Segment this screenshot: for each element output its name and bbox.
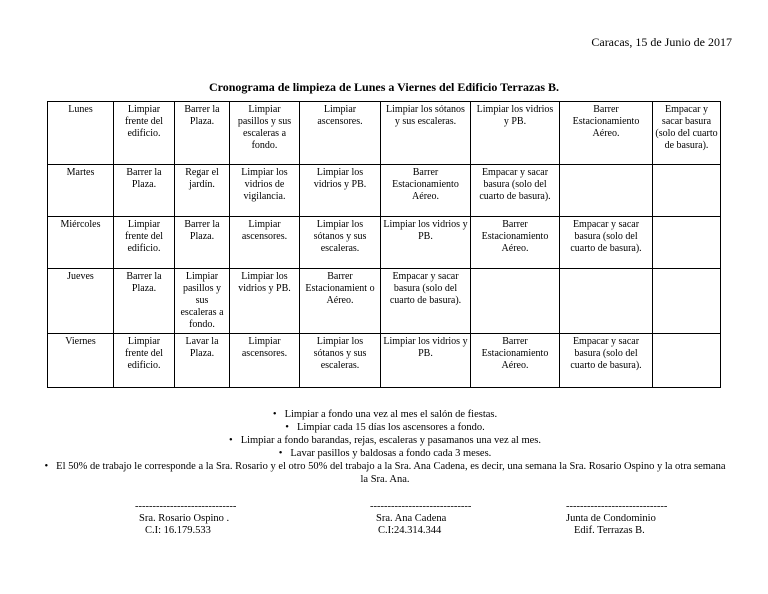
- task-cell: Limpiar los vidrios de vigilancia.: [230, 165, 300, 217]
- note-item: • El 50% de trabajo le corresponde a la Sra. Rosario y el otro 50% del trabajo a la Sra. Ana Cadena, es decir, una semana la Sra. Rosario Ospino y la otra semana la Sra. Ana.: [40, 460, 730, 486]
- signature-block-ana: [370, 501, 570, 537]
- day-cell: Jueves: [48, 269, 114, 334]
- task-cell: [471, 269, 560, 334]
- task-cell: Limpiar los vidrios y PB.: [300, 165, 381, 217]
- task-cell: [653, 217, 721, 269]
- task-cell: Barrer la Plaza.: [114, 165, 175, 217]
- note-item: • Limpiar cada 15 días los ascensores a fondo.: [40, 421, 730, 434]
- task-cell: Limpiar pasillos y sus escaleras a fondo.: [175, 269, 230, 334]
- task-cell: [653, 165, 721, 217]
- task-cell: Barrer Estacionamiento Aéreo.: [381, 165, 471, 217]
- task-cell: Barrer Estacionamiento Aéreo.: [471, 334, 560, 388]
- schedule-row-jueves: [48, 269, 721, 334]
- task-cell: Limpiar ascensores.: [300, 102, 381, 165]
- task-cell: Empacar y sacar basura (solo del cuarto de basura).: [471, 165, 560, 217]
- signature-name: Junta de Condominio: [566, 513, 656, 524]
- task-cell: Limpiar ascensores.: [230, 334, 300, 388]
- schedule-row-lunes: [48, 102, 721, 165]
- day-cell: Miércoles: [48, 217, 114, 269]
- task-cell: Barrer Estacionamiento Aéreo.: [471, 217, 560, 269]
- note-item: • Limpiar a fondo una vez al mes el salón de fiestas.: [40, 408, 730, 421]
- task-cell: Limpiar los vidrios y PB.: [471, 102, 560, 165]
- task-cell: Empacar y sacar basura (solo del cuarto de basura).: [560, 334, 653, 388]
- day-cell: Lunes: [48, 102, 114, 165]
- task-cell: Limpiar ascensores.: [230, 217, 300, 269]
- task-cell: Limpiar frente del edificio.: [114, 334, 175, 388]
- task-cell: Regar el jardín.: [175, 165, 230, 217]
- task-cell: Limpiar pasillos y sus escaleras a fondo.: [230, 102, 300, 165]
- task-cell: [560, 269, 653, 334]
- cleaning-schedule-table: [47, 101, 721, 388]
- task-cell: Limpiar los vidrios y PB.: [381, 334, 471, 388]
- task-cell: Empacar y sacar basura (solo del cuarto de basura).: [560, 217, 653, 269]
- task-cell: Limpiar frente del edificio.: [114, 102, 175, 165]
- task-cell: Limpiar los sótanos y sus escaleras.: [381, 102, 471, 165]
- task-cell: Barrer Estacionamient o Aéreo.: [300, 269, 381, 334]
- task-cell: Lavar la Plaza.: [175, 334, 230, 388]
- day-cell: Viernes: [48, 334, 114, 388]
- signature-block-junta: [566, 501, 766, 537]
- document-title: Cronograma de limpieza de Lunes a Viernes del Edificio Terrazas B.: [208, 80, 560, 94]
- note-item: • Limpiar a fondo barandas, rejas, escaleras y pasamanos una vez al mes.: [40, 434, 730, 447]
- signature-line: -----------------------------: [566, 501, 668, 512]
- task-cell: Barrer Estacionamiento Aéreo.: [560, 102, 653, 165]
- note-item: • Lavar pasillos y baldosas a fondo cada 3 meses.: [40, 447, 730, 460]
- task-cell: Limpiar los sótanos y sus escaleras.: [300, 334, 381, 388]
- task-cell: [653, 334, 721, 388]
- task-cell: Limpiar los vidrios y PB.: [381, 217, 471, 269]
- signature-id: C.I: 16.179.533: [145, 525, 211, 536]
- task-cell: Empacar y sacar basura (solo del cuarto de basura).: [653, 102, 721, 165]
- task-cell: Limpiar frente del edificio.: [114, 217, 175, 269]
- task-cell: Limpiar los vidrios y PB.: [230, 269, 300, 334]
- signature-block-rosario: [135, 501, 335, 537]
- task-cell: Empacar y sacar basura (solo del cuarto de basura).: [381, 269, 471, 334]
- signature-name: Sra. Rosario Ospino .: [139, 513, 230, 524]
- day-cell: Martes: [48, 165, 114, 217]
- task-cell: Limpiar los sótanos y sus escaleras.: [300, 217, 381, 269]
- signature-id: Edif. Terrazas B.: [574, 525, 645, 536]
- document-date: Caracas, 15 de Junio de 2017: [591, 35, 732, 49]
- task-cell: Barrer la Plaza.: [114, 269, 175, 334]
- schedule-row-martes: [48, 165, 721, 217]
- task-cell: [653, 269, 721, 334]
- task-cell: Barrer la Plaza.: [175, 102, 230, 165]
- task-cell: [560, 165, 653, 217]
- notes-list: [40, 408, 730, 486]
- schedule-row-viernes: [48, 334, 721, 388]
- task-cell: Barrer la Plaza.: [175, 217, 230, 269]
- signature-id: C.I:24.314.344: [378, 525, 442, 536]
- signature-name: Sra. Ana Cadena: [376, 513, 447, 524]
- signature-line: -----------------------------: [370, 501, 472, 512]
- schedule-row-miercoles: [48, 217, 721, 269]
- signature-line: -----------------------------: [135, 501, 237, 512]
